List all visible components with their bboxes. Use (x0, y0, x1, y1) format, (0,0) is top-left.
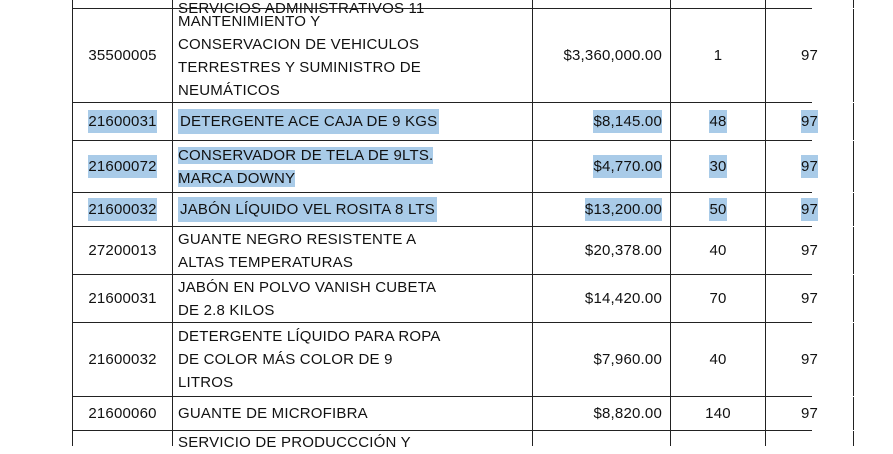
cell-quantity: 40 (670, 227, 765, 274)
cell-extra (853, 9, 893, 102)
table-row-selected (72, 102, 819, 140)
cell-quantity: 40 (670, 323, 765, 396)
cell-description: DETERGENTE ACE CAJA DE 9 KGS (172, 103, 532, 140)
cell-code: 27200013 (72, 227, 172, 274)
cell-price: $7,960.00 (532, 323, 670, 396)
cell-extra (853, 193, 893, 226)
cell-code: 35500005 (72, 9, 172, 102)
cell-price (532, 0, 670, 8)
cell-code (72, 431, 172, 446)
cell-price: $14,420.00 (532, 275, 670, 322)
cell-price (532, 431, 670, 446)
cell-extra (853, 275, 893, 322)
cell-extra (853, 141, 893, 192)
cell-description: GUANTE DE MICROFIBRA (172, 397, 532, 430)
cell-extra (853, 323, 893, 396)
cell-description: MANTENIMIENTO Y CONSERVACION DE VEHICULOS TERRESTRES Y SUMINISTRO DE NEUMÁTICOS (172, 9, 532, 102)
cell-price: $13,200.00 (532, 193, 670, 226)
cell-extra (853, 103, 893, 140)
cell-extra (853, 227, 893, 274)
cell-code: 21600060 (72, 397, 172, 430)
table-row (72, 396, 819, 430)
table-row (72, 274, 819, 322)
cell-partida: 97 (765, 193, 853, 226)
cell-price: $20,378.00 (532, 227, 670, 274)
cell-price: $8,145.00 (532, 103, 670, 140)
cell-code: 21600032 (72, 323, 172, 396)
cell-code: 21600031 (72, 275, 172, 322)
cell-description: JABÓN EN POLVO VANISH CUBETA DE 2.8 KILOS (172, 275, 532, 322)
cell-description: CONSERVADOR DE TELA DE 9LTS. MARCA DOWNY (172, 141, 532, 192)
cell-quantity: 48 (670, 103, 765, 140)
cell-extra (853, 0, 893, 8)
cell-price: $3,360,000.00 (532, 9, 670, 102)
cell-partida: 97 (765, 227, 853, 274)
table-row (72, 322, 819, 396)
cell-quantity: 140 (670, 397, 765, 430)
cell-code: 21600031 (72, 103, 172, 140)
cell-quantity (670, 431, 765, 446)
cell-partida: 97 (765, 275, 853, 322)
cell-description: DETERGENTE LÍQUIDO PARA ROPA DE COLOR MÁS COLOR DE 9 LITROS (172, 323, 532, 396)
cell-partida (765, 431, 853, 446)
partial-top-text: SERVICIOS ADMINISTRATIVOS 11 (178, 0, 425, 17)
table-row (72, 8, 819, 102)
partial-bottom-text: SERVICIO DE PRODUCCCIÓN Y (178, 434, 411, 451)
cell-quantity: 50 (670, 193, 765, 226)
cell-quantity: 70 (670, 275, 765, 322)
cell-code (72, 0, 172, 8)
cell-extra (853, 431, 893, 446)
cell-description (172, 0, 532, 17)
cell-partida: 97 (765, 9, 853, 102)
table-row-partial-top (72, 0, 812, 17)
cell-partida: 97 (765, 323, 853, 396)
cell-partida: 97 (765, 397, 853, 430)
cell-quantity (670, 0, 765, 8)
cell-price: $4,770.00 (532, 141, 670, 192)
table-row (72, 226, 819, 274)
cell-extra (853, 397, 893, 430)
cell-description: GUANTE NEGRO RESISTENTE A ALTAS TEMPERATURAS (172, 227, 532, 274)
cell-partida: 97 (765, 103, 853, 140)
cell-code: 21600032 (72, 193, 172, 226)
table-row-partial-bottom (72, 430, 812, 451)
cell-partida: 97 (765, 141, 853, 192)
table-row-selected (72, 192, 819, 226)
cell-description (172, 431, 532, 451)
cell-quantity: 30 (670, 141, 765, 192)
cell-partida (765, 0, 853, 8)
cell-quantity: 1 (670, 9, 765, 102)
cell-price: $8,820.00 (532, 397, 670, 430)
table-row-selected (72, 140, 819, 192)
cell-description: JABÓN LÍQUIDO VEL ROSITA 8 LTS (172, 193, 532, 226)
cell-code: 21600072 (72, 141, 172, 192)
